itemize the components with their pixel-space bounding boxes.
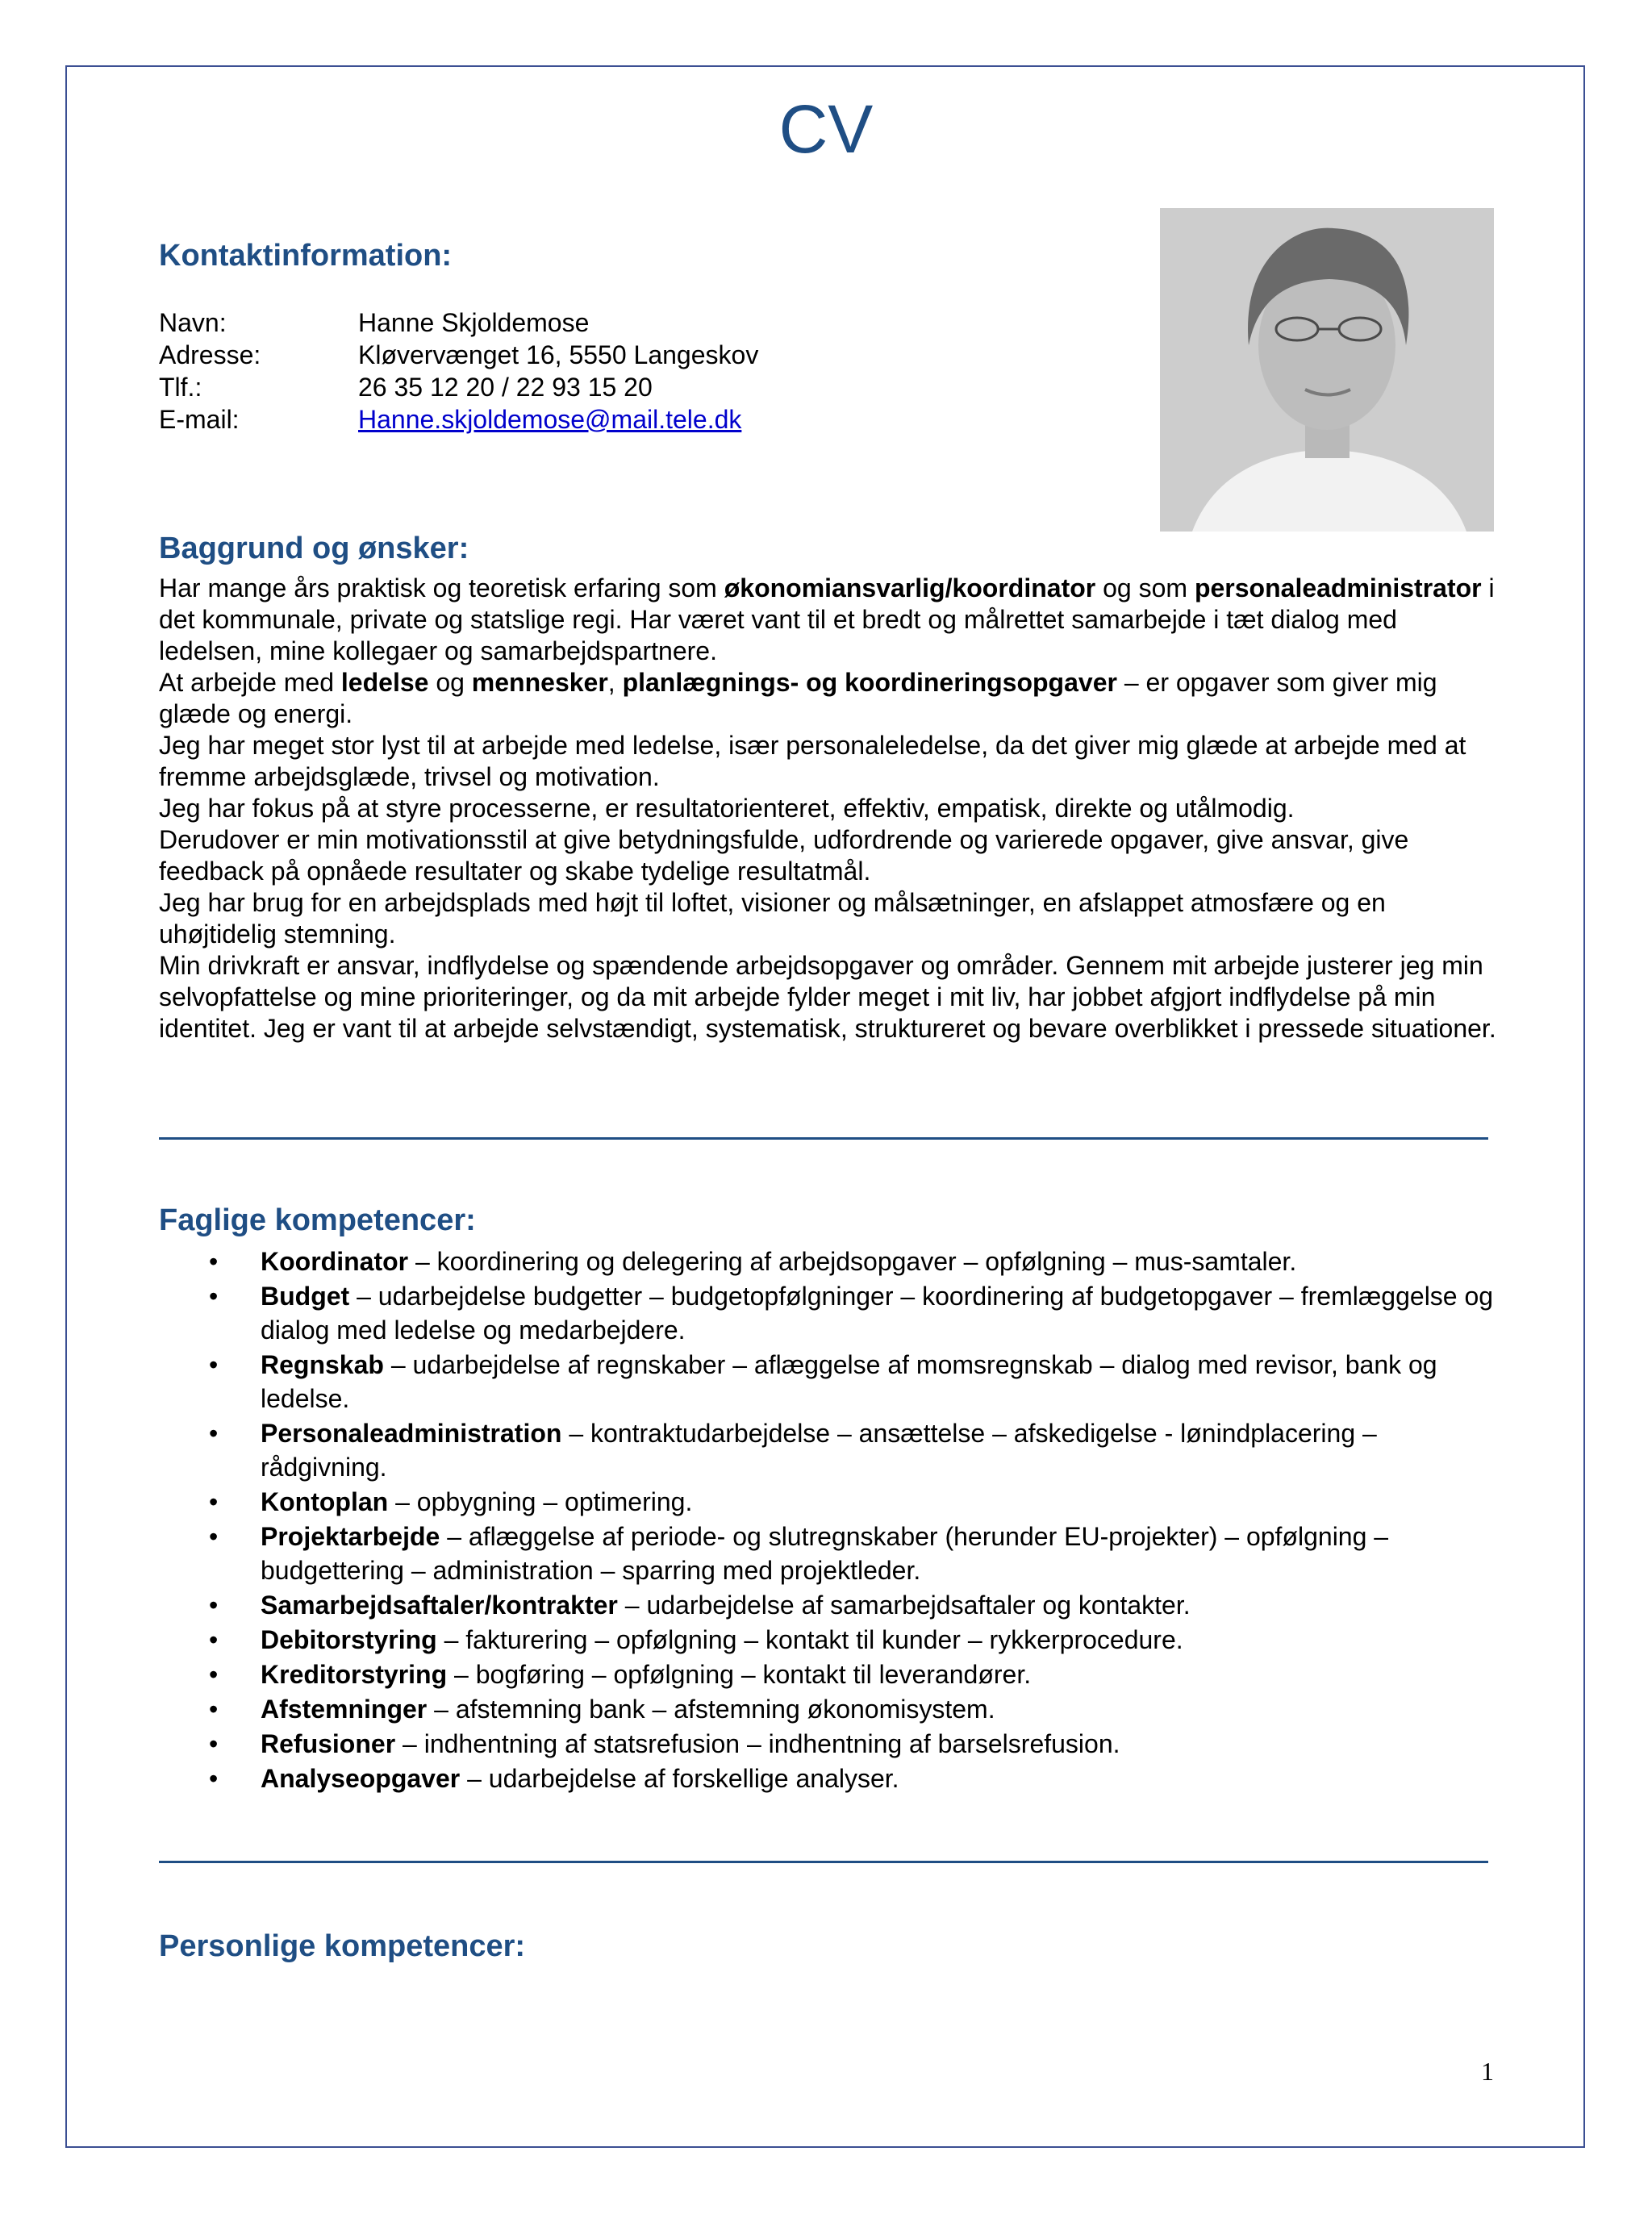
background-heading: Baggrund og ønsker: bbox=[159, 532, 469, 565]
list-item bbox=[159, 1485, 1498, 1519]
skill-term: Budget bbox=[261, 1282, 350, 1311]
skill-term: Samarbejdsaftaler/kontrakter bbox=[261, 1591, 618, 1620]
contact-row-address bbox=[159, 339, 758, 371]
page-title: CV bbox=[778, 91, 874, 167]
bullet: • bbox=[209, 1487, 219, 1516]
contact-label: Adresse: bbox=[159, 340, 261, 369]
skill-term: Kontoplan bbox=[261, 1487, 389, 1516]
skills-heading: Faglige kompetencer: bbox=[159, 1203, 476, 1237]
page-number: 1 bbox=[1481, 2057, 1494, 2086]
list-item bbox=[159, 1279, 1498, 1347]
skill-term: Kreditorstyring bbox=[261, 1660, 448, 1689]
paragraph bbox=[159, 573, 1498, 667]
contact-value: 26 35 12 20 / 22 93 15 20 bbox=[358, 373, 653, 402]
skill-desc: – udarbejdelse af forskellige analyser. bbox=[460, 1764, 899, 1793]
paragraph: Jeg har fokus på at styre processerne, er resultatorienteret, effektiv, empatisk, direkte og utålmodig. bbox=[159, 794, 1295, 823]
text-bold: økonomiansvarlig/koordinator bbox=[724, 573, 1096, 602]
contact-heading: Kontaktinformation: bbox=[159, 239, 453, 273]
text-run: Har mange års praktisk og teoretisk erfaring som bbox=[159, 573, 724, 602]
list-item bbox=[159, 1762, 1498, 1795]
bullet: • bbox=[209, 1729, 219, 1758]
skill-desc: – afstemning bank – afstemning økonomisystem. bbox=[427, 1695, 995, 1724]
skill-term: Projektarbejde bbox=[261, 1522, 440, 1551]
bullet: • bbox=[209, 1695, 219, 1724]
contact-label: Tlf.: bbox=[159, 373, 202, 402]
bullet: • bbox=[209, 1764, 219, 1793]
text-run: og som bbox=[1095, 573, 1195, 602]
text-run: i det kommunale, private og statslige regi. Har været vant til et bredt og målrettet samarbejde i tæt dialog med ledelsen, mine kollegaer og samarbejdspartnere. bbox=[159, 573, 1495, 665]
skill-desc: – udarbejdelse af regnskaber – aflæggelse af momsregnskab – dialog med revisor, bank og ledelse. bbox=[261, 1350, 1437, 1413]
skill-desc: – opbygning – optimering. bbox=[388, 1487, 693, 1516]
background-text bbox=[159, 573, 1498, 1044]
skill-term: Analyseopgaver bbox=[261, 1764, 461, 1793]
personal-heading: Personlige kompetencer: bbox=[159, 1929, 526, 1963]
contact-value: Kløvervænget 16, 5550 Langeskov bbox=[358, 340, 759, 369]
list-item bbox=[159, 1692, 1498, 1726]
text-bold: mennesker bbox=[471, 668, 608, 697]
skill-term: Refusioner bbox=[261, 1729, 396, 1758]
paragraph: Jeg har brug for en arbejdsplads med højt til loftet, visioner og målsætninger, en afslappet atmosfære og en uhøjtidelig stemning. bbox=[159, 888, 1386, 949]
skill-desc: – udarbejdelse budgetter – budgetopfølgninger – koordinering af budgetopgaver – fremlæggelse og dialog med ledelse og medarbejdere. bbox=[261, 1282, 1494, 1345]
skill-term: Regnskab bbox=[261, 1350, 384, 1379]
contact-info bbox=[159, 306, 758, 436]
paragraph: Jeg har meget stor lyst til at arbejde med ledelse, især personaleledelse, da det giver mig glæde at arbejde med at fremme arbejdsglæde, trivsel og motivation. bbox=[159, 731, 1466, 791]
profile-photo bbox=[1160, 208, 1494, 532]
bullet: • bbox=[209, 1522, 219, 1551]
email-link[interactable]: Hanne.skjoldemose@mail.tele.dk bbox=[358, 405, 742, 434]
text-run: , bbox=[607, 668, 623, 697]
paragraph bbox=[159, 667, 1498, 730]
list-item bbox=[159, 1416, 1498, 1484]
skill-desc: – aflæggelse af periode- og slutregnskaber (herunder EU-projekter) – opfølgning – budgettering – administration – sparring med projektleder. bbox=[261, 1522, 1389, 1585]
text-run: At arbejde med bbox=[159, 668, 341, 697]
skill-desc: – bogføring – opfølgning – kontakt til leverandører. bbox=[447, 1660, 1032, 1689]
bullet: • bbox=[209, 1625, 219, 1654]
contact-label: E-mail: bbox=[159, 405, 240, 434]
bullet: • bbox=[209, 1350, 219, 1379]
bullet: • bbox=[209, 1660, 219, 1689]
section-divider bbox=[159, 1861, 1488, 1863]
skill-desc: – koordinering og delegering af arbejdsopgaver – opfølgning – mus-samtaler. bbox=[408, 1247, 1297, 1276]
skill-desc: – fakturering – opfølgning – kontakt til kunder – rykkerprocedure. bbox=[436, 1625, 1183, 1654]
list-item bbox=[159, 1623, 1498, 1657]
skill-term: Personaleadministration bbox=[261, 1419, 562, 1448]
skill-desc: – udarbejdelse af samarbejdsaftaler og kontakter. bbox=[617, 1591, 1191, 1620]
text-bold: planlægnings- og koordineringsopgaver bbox=[622, 668, 1117, 697]
text-bold: ledelse bbox=[340, 668, 429, 697]
paragraph: Min drivkraft er ansvar, indflydelse og spændende arbejdsopgaver og områder. Gennem mit arbejde justerer jeg min selvopfattelse og mine prioriteringer, og da mit arbejde fylder meget i mit liv, har jobbet afgjort indflydelse på min identitet. Jeg er vant til at arbejde selvstændigt, systematisk, struktureret og bevare overblikket i pressede situationer. bbox=[159, 951, 1496, 1043]
list-item bbox=[159, 1727, 1498, 1761]
skill-term: Afstemninger bbox=[261, 1695, 428, 1724]
contact-row-name bbox=[159, 306, 758, 339]
section-divider bbox=[159, 1137, 1488, 1140]
skill-term: Debitorstyring bbox=[261, 1625, 437, 1654]
list-item bbox=[159, 1657, 1498, 1691]
skill-desc: – kontraktudarbejdelse – ansættelse – afskedigelse - lønindplacering – rådgivning. bbox=[261, 1419, 1377, 1482]
skills-list bbox=[159, 1245, 1498, 1796]
list-item bbox=[159, 1520, 1498, 1587]
skill-desc: – indhentning af statsrefusion – indhentning af barselsrefusion. bbox=[395, 1729, 1120, 1758]
paragraph: Derudover er min motivationsstil at give betydningsfulde, udfordrende og varierede opgaver, give ansvar, give feedback på opnåede resultater og skabe tydelige resultatmål. bbox=[159, 825, 1409, 886]
text-run: og bbox=[428, 668, 472, 697]
bullet: • bbox=[209, 1282, 219, 1311]
contact-row-phone bbox=[159, 371, 758, 403]
bullet: • bbox=[209, 1247, 219, 1276]
skill-term: Koordinator bbox=[261, 1247, 409, 1276]
bullet: • bbox=[209, 1419, 219, 1448]
contact-row-email bbox=[159, 403, 758, 436]
list-item bbox=[159, 1588, 1498, 1622]
portrait-illustration bbox=[1160, 208, 1494, 532]
list-item bbox=[159, 1245, 1498, 1278]
text-run: – er opgaver som giver mig glæde og energi. bbox=[159, 668, 1437, 728]
contact-label: Navn: bbox=[159, 308, 227, 337]
text-bold: personaleadministrator bbox=[1194, 573, 1482, 602]
contact-value: Hanne Skjoldemose bbox=[358, 308, 590, 337]
list-item bbox=[159, 1348, 1498, 1416]
bullet: • bbox=[209, 1591, 219, 1620]
